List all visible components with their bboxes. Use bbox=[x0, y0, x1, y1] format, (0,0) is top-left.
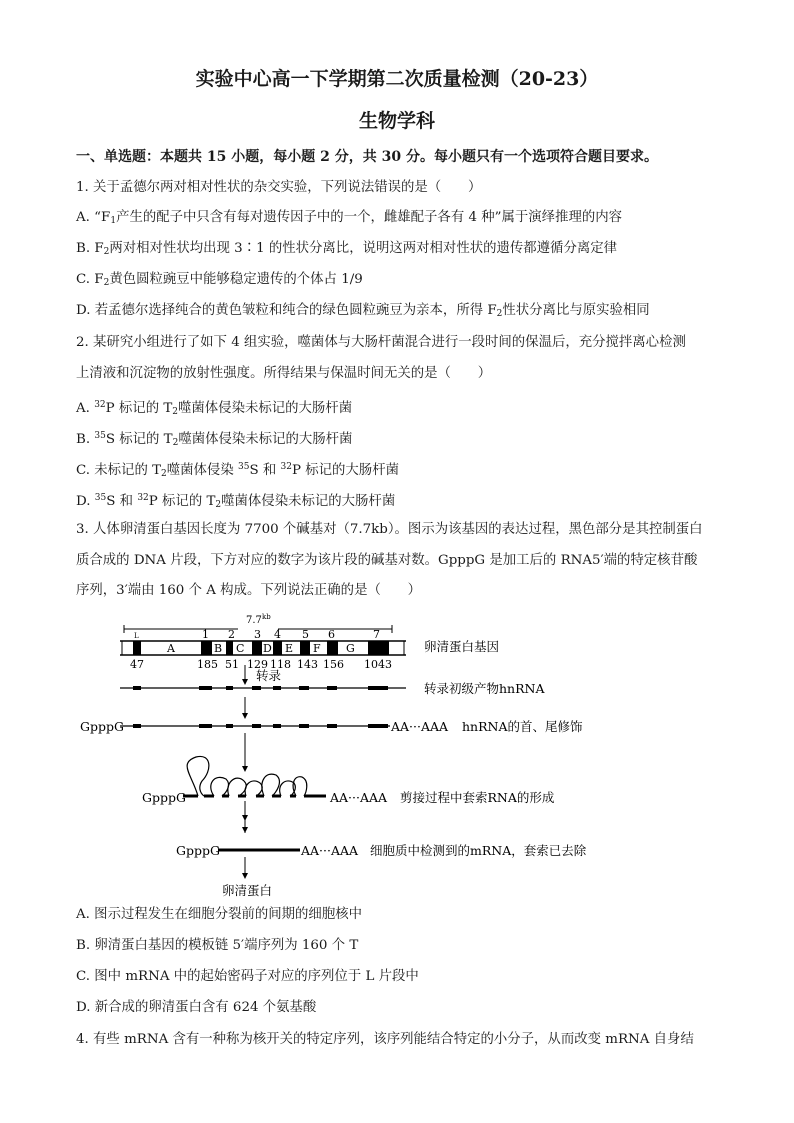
q3-option-c: C. 图中 mRNA 中的起始密码子对应的序列位于 L 片段中 bbox=[76, 969, 419, 984]
q3-stem-line1: 3. 人体卵清蛋白基因长度为 7700 个碱基对（7.7kb）。图示为该基因的表达过程，黑色部分是其控制蛋白 bbox=[76, 522, 703, 537]
q4-stem-line1: 4. 有些 mRNA 含有一种称为核开关的特定序列，该序列能结合特定的小分子，从而改变 mRNA 自身结 bbox=[76, 1032, 694, 1047]
q1-option-d: D. 若孟德尔选择纯合的黄色皱粒和纯合的绿色圆粒豌豆为亲本，所得 $F_2$性状分离比与原实验相同 bbox=[76, 303, 650, 319]
intron-A: A bbox=[167, 642, 175, 655]
intron-C: C bbox=[236, 642, 245, 655]
capped-hnrna-strand bbox=[120, 724, 390, 728]
polya-label-3: AA···AAA bbox=[301, 843, 359, 858]
bp-6: 156 bbox=[323, 658, 344, 671]
q2-stem-line2: 上清液和沉淀物的放射性强度。所得结果与保温时间无关的是（ ） bbox=[76, 366, 492, 381]
q2-stem-line1: 2. 某研究小组进行了如下 4 组实验，噬菌体与大肠杆菌混合进行一段时间的保温后，充分搅拌离心检测 bbox=[76, 335, 686, 350]
q1-option-a: A. “$F_1$产生的配子中只含有每对遗传因子中的一个，雌雄配子各有 4 种”属于演绎推理的内容 bbox=[76, 210, 623, 226]
exon-number-L: L bbox=[134, 632, 139, 640]
intron-E: E bbox=[285, 642, 294, 655]
transcription-label: 转录 bbox=[256, 668, 282, 683]
bp-5: 143 bbox=[297, 658, 318, 671]
q3-option-d: D. 新合成的卵清蛋白含有 624 个氨基酸 bbox=[76, 1000, 317, 1015]
q2-option-a: A. $^{32}$P 标记的 $T_2$噬菌体侵染未标记的大肠杆菌 bbox=[76, 400, 353, 417]
gene-expression-figure bbox=[0, 605, 794, 905]
exon-number-3: 3 bbox=[254, 628, 261, 641]
q2-option-c: C. 未标记的 $T_2$噬菌体侵染 $^{35}$S 和 $^{32}$P 标记的大肠杆菌 bbox=[76, 462, 399, 479]
subject-title: 生物学科 bbox=[358, 110, 435, 132]
q1-option-c: C. $F_2$黄色圆粒豌豆中能够稳定遗传的个体占 1/9 bbox=[76, 272, 363, 288]
q3-option-b: B. 卵清蛋白基因的模板链 5′端序列为 160 个 T bbox=[76, 938, 359, 953]
exon-number-5: 5 bbox=[302, 628, 309, 641]
bp-L: 47 bbox=[130, 658, 144, 671]
q3-stem-line3: 序列，3′端由 160 个 A 构成。下列说法正确的是（ ） bbox=[76, 583, 422, 598]
product-label: 卵清蛋白 bbox=[222, 883, 273, 898]
bp-1: 185 bbox=[197, 658, 218, 671]
exon-number-6: 6 bbox=[328, 628, 335, 641]
mrna-label: 细胞质中检测到的mRNA，套索已去除 bbox=[370, 843, 587, 858]
exon-L bbox=[133, 641, 141, 655]
hnrna-label: 转录初级产物hnRNA bbox=[424, 681, 545, 696]
exon-number-2: 2 bbox=[228, 628, 235, 641]
intron-D: D bbox=[263, 642, 272, 655]
gene-label: 卵清蛋白基因 bbox=[424, 639, 500, 654]
exon-4 bbox=[273, 641, 282, 655]
intron-F: F bbox=[313, 642, 321, 655]
bp-4: 118 bbox=[270, 658, 291, 671]
lariat-strand bbox=[183, 756, 326, 796]
q2-option-d: D. $^{35}$S 和 $^{32}$P 标记的 $T_2$噬菌体侵染未标记的大肠杆菌 bbox=[76, 493, 396, 510]
exon-number-4: 4 bbox=[274, 628, 281, 641]
polya-label-1: AA···AAA bbox=[391, 719, 449, 734]
bp-7: 1043 bbox=[364, 658, 392, 671]
cap-label-1: GpppG bbox=[80, 719, 124, 734]
exon-number-7: 7 bbox=[373, 628, 380, 641]
exon-7 bbox=[368, 641, 389, 655]
q3-option-a: A. 图示过程发生在细胞分裂前的间期的细胞核中 bbox=[76, 907, 362, 922]
hnrna-strand bbox=[120, 686, 406, 690]
q2-option-b: B. $^{35}$S 标记的 $T_2$噬菌体侵染未标记的大肠杆菌 bbox=[76, 431, 353, 448]
exon-3 bbox=[252, 641, 262, 655]
splicing-label: 剪接过程中套索RNA的形成 bbox=[400, 790, 555, 805]
exam-title: 实验中心高一下学期第二次质量检测（20-23） bbox=[195, 68, 599, 90]
q1-stem: 1. 关于孟德尔两对相对性状的杂交实验，下列说法错误的是（ ） bbox=[76, 180, 482, 195]
exon-6 bbox=[327, 641, 338, 655]
bp-3: 129 bbox=[247, 658, 268, 671]
q1-option-b: B. $F_2$两对相对性状均出现 3∶1 的性状分离比，说明这两对相对性状的遗传都遵循分离定律 bbox=[76, 241, 618, 257]
length-unit: kb bbox=[262, 613, 271, 621]
exon-1 bbox=[201, 641, 212, 655]
exon-5 bbox=[300, 641, 310, 655]
length-label: 7.7 bbox=[246, 615, 262, 626]
q3-stem-line2: 质合成的 DNA 片段，下方对应的数字为该片段的碱基对数。GpppG 是加工后的 RNA5′端的特定核苷酸 bbox=[76, 553, 698, 568]
bp-2: 51 bbox=[225, 658, 239, 671]
polya-label-2: AA···AAA bbox=[330, 790, 388, 805]
modification-label: hnRNA的首、尾修饰 bbox=[462, 719, 583, 734]
exon-2 bbox=[226, 641, 233, 655]
cap-label-3: GpppG bbox=[176, 843, 220, 858]
cap-label-2: GpppG bbox=[142, 790, 186, 805]
intron-B: B bbox=[214, 642, 223, 655]
section-heading: 一、单选题：本题共 15 小题，每小题 2 分，共 30 分。每小题只有一个选项符合题目要求。 bbox=[76, 149, 658, 165]
exon-number-1: 1 bbox=[202, 628, 209, 641]
intron-G: G bbox=[346, 642, 355, 655]
